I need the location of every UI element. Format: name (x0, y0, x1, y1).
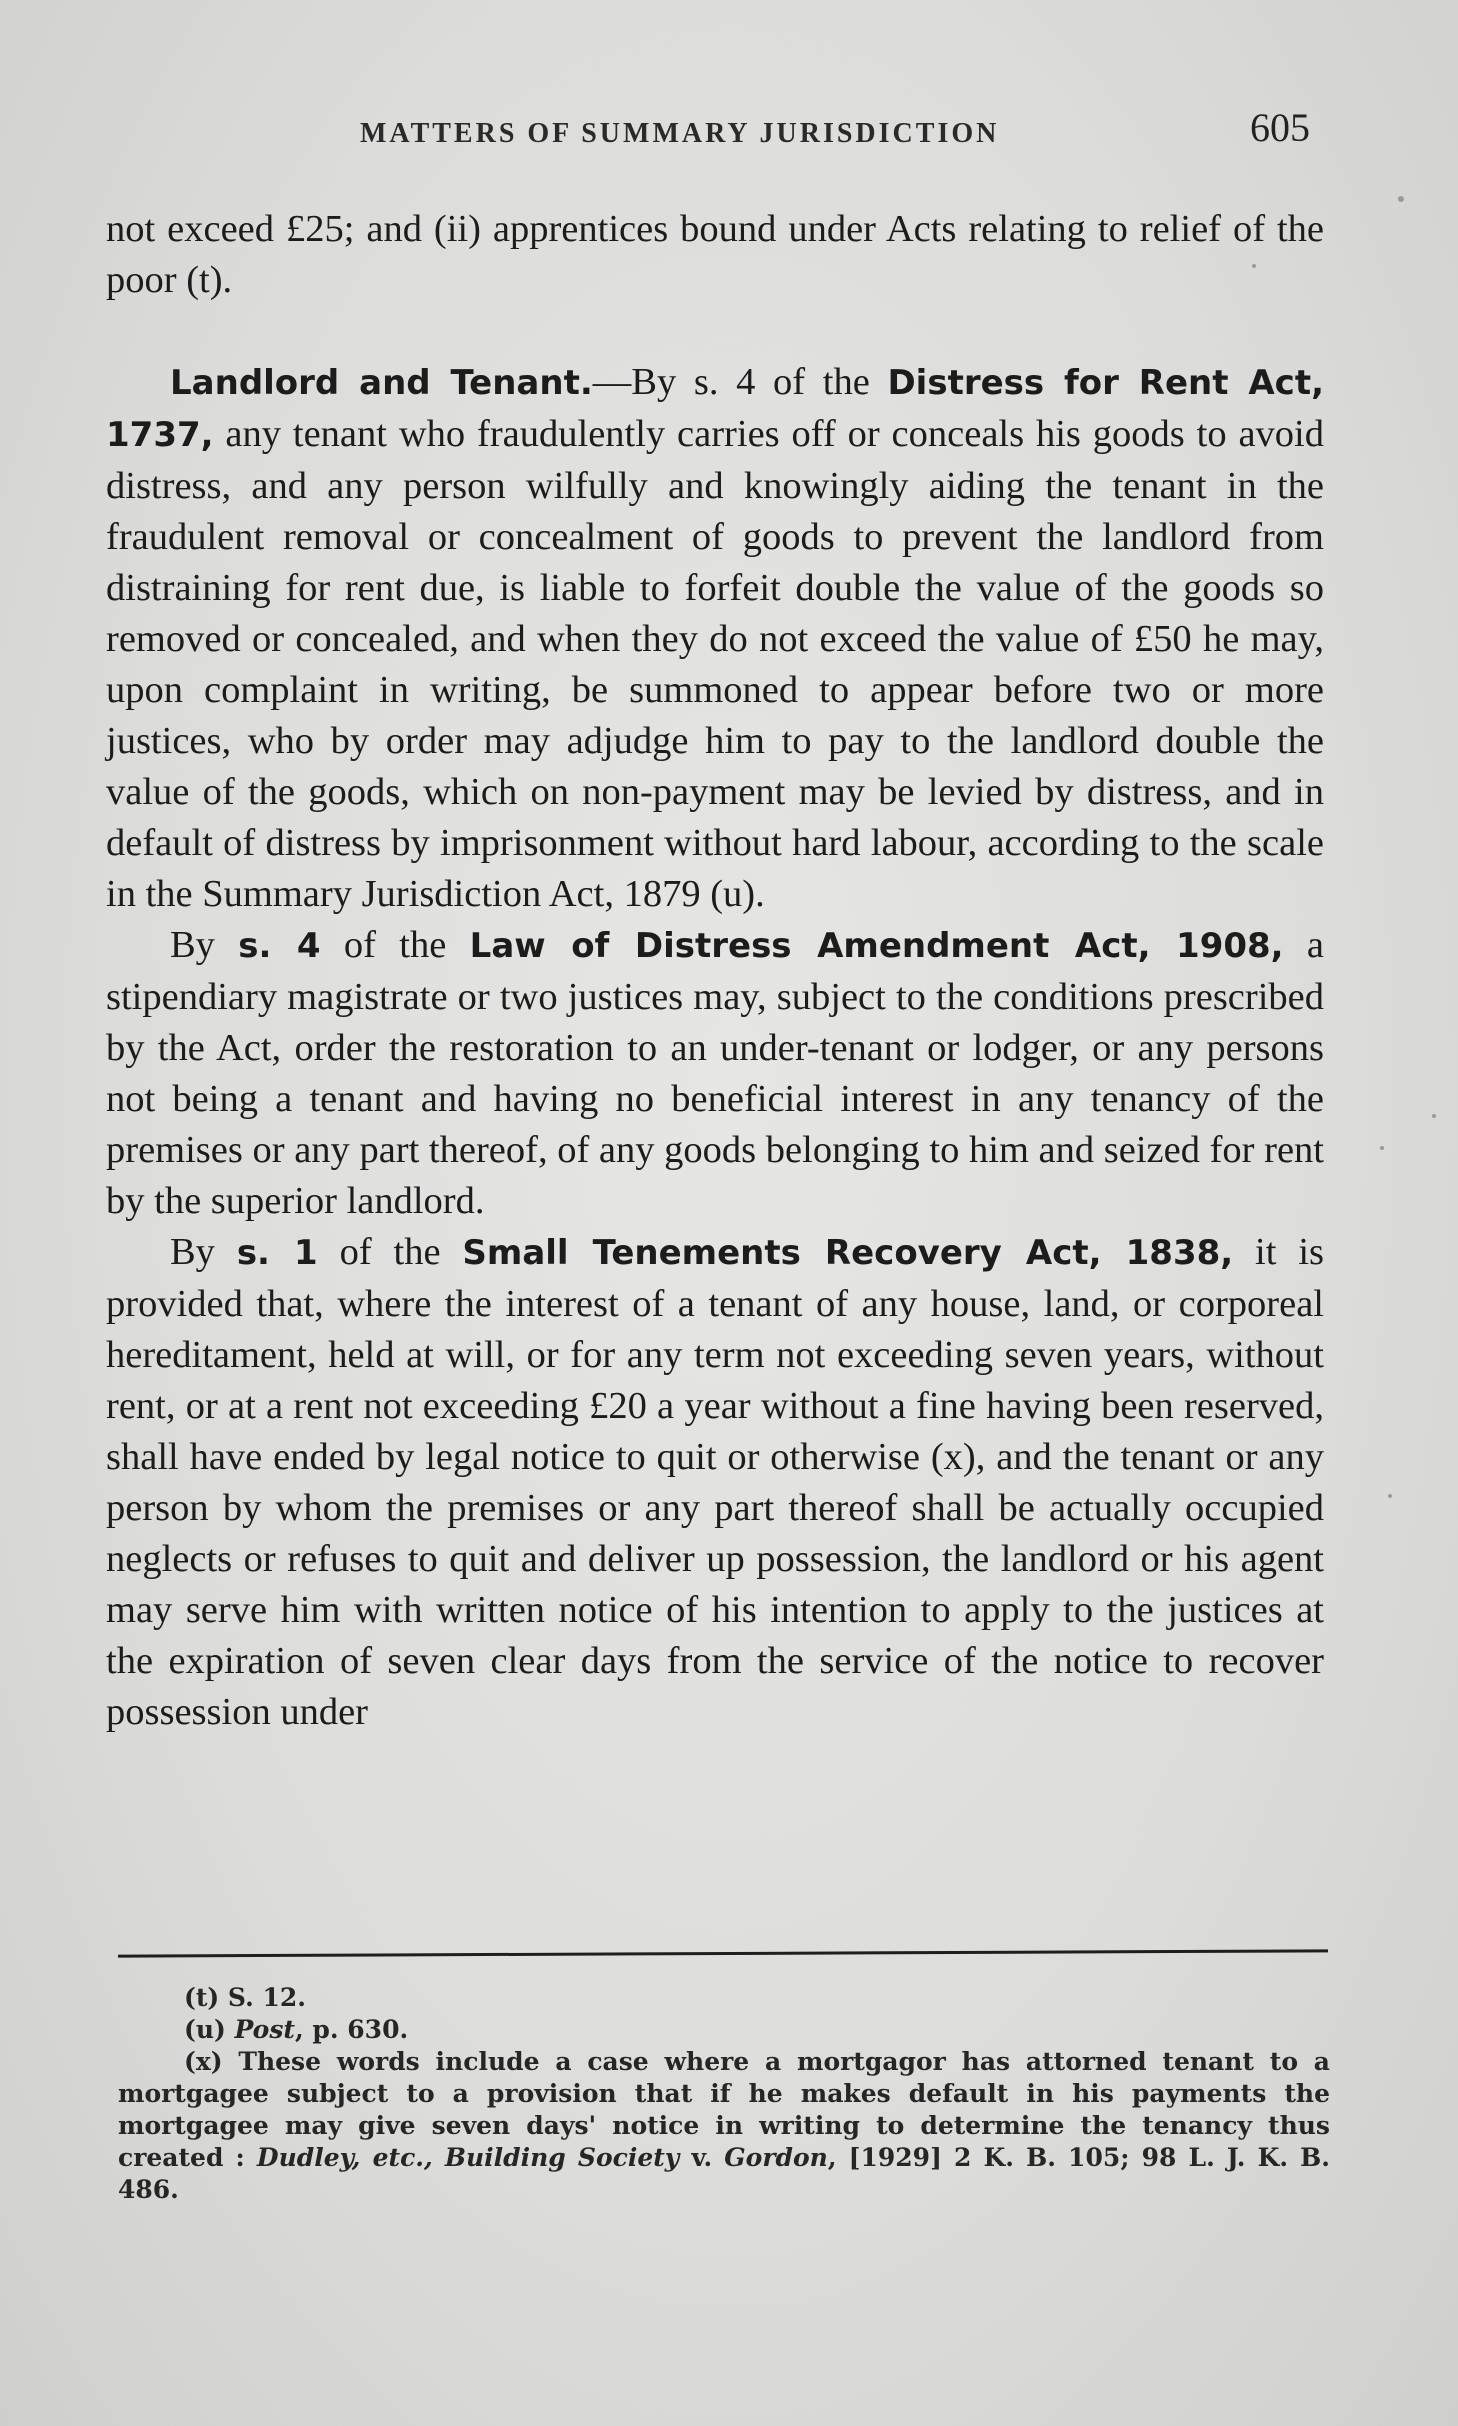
main-text (106, 204, 1324, 1738)
footnote-u (118, 2014, 1330, 2046)
footnotes (118, 1982, 1330, 2206)
paper-speck (1398, 196, 1404, 202)
section-ref: s. 4 (238, 926, 321, 966)
citation: , [1929] 2 K. B. 105; 98 L. J. K. B. 486. (118, 2143, 1331, 2204)
section-heading: Landlord and Tenant. (170, 363, 593, 403)
text-run: By (170, 924, 239, 966)
footnote-ref: Post (234, 2015, 295, 2044)
case-party: Gordon (724, 2143, 828, 2172)
paper-speck (1380, 1146, 1384, 1150)
act-name: Small Tenements Recovery Act, 1838, (462, 1233, 1234, 1273)
text-run: a stipendiary magistrate or two justices may, subject to the conditions prescribed by the Act, order the restoration to an under-tenant or lodger, or any persons not being a tenant and having no beneficial interest in any tenancy of the premises or any part thereof, of any goods belonging to him and seized for rent by the superior landlord. (106, 924, 1325, 1222)
section-ref: s. 1 (236, 1233, 318, 1273)
paragraph-small-tenements (106, 1227, 1324, 1738)
text-run: of the (317, 1231, 463, 1273)
running-title: MATTERS OF SUMMARY JURISDICTION (360, 118, 1000, 149)
paragraph-landlord-tenant (106, 357, 1324, 920)
case-name: Dudley, etc., Building Society (256, 2143, 680, 2172)
act-name: Law of Distress Amendment Act, 1908, (469, 926, 1284, 966)
footnote-mark: (u) (184, 2015, 235, 2044)
text-run: any tenant who fraudulently carries off or conceals his goods to avoid distress, and any person wilfully and knowingly aiding the tenant in the fraudulent removal or concealment of goods to prevent the landlord from distraining for rent due, is liable to forfeit double the value of the goods so removed or concealed, and when they do not exceed the value of £50 he may, upon complaint in writing, be summoned to appear before two or more justices, who by order may adjudge him to pay to the landlord double the value of the goods, which on non-payment may be levied by distress, and in default of distress by imprisonment without hard labour, according to the scale in the Summary Jurisdiction Act, 1879 (u). (106, 413, 1324, 915)
paragraph-law-of-distress (106, 920, 1324, 1227)
text-run: By (170, 1231, 237, 1273)
footnote-x (118, 2046, 1330, 2206)
paper-speck (1252, 264, 1256, 268)
text-run: (x) These words include a case where a mortgagor has attorned tenant to a mortgagee subject to a provision that if he makes default in his payments the mortgagee may give seven days' notice in writing to determine the tenancy thus created : (118, 2047, 1330, 2172)
act-name: Distress for Rent Act, 1737, (106, 363, 1324, 455)
footnote-divider (118, 1949, 1328, 1957)
footnote-t: (t) S. 12. (184, 1983, 306, 2012)
text-run: , p. 630. (294, 2015, 409, 2044)
text-run: v. (679, 2143, 725, 2172)
paper-speck (1432, 1114, 1436, 1118)
paper-speck (1388, 1494, 1392, 1498)
text-run: it is provided that, where the interest of a tenant of any house, land, or corporeal hereditament, held at will, or for any term not exceeding seven years, without rent, or at a rent not exceeding £20 a year without a fine having been reserved, shall have ended by legal notice to quit or otherwise (x), and the tenant or any person by whom the premises or any part thereof shall be actually occupied neglects or refuses to quit and deliver up possession, the landlord or his agent may serve him with written notice of his intention to apply to the justices at the expiration of seven clear days from the service of the notice to recover possession under (106, 1231, 1324, 1733)
text-run: —By s. 4 of the (592, 361, 888, 403)
text-run: of the (320, 924, 470, 966)
page-number: 605 (1250, 105, 1310, 150)
paragraph-continuation: not exceed £25; and (ii) apprentices bound under Acts relating to relief of the poor (t). (106, 208, 1324, 301)
